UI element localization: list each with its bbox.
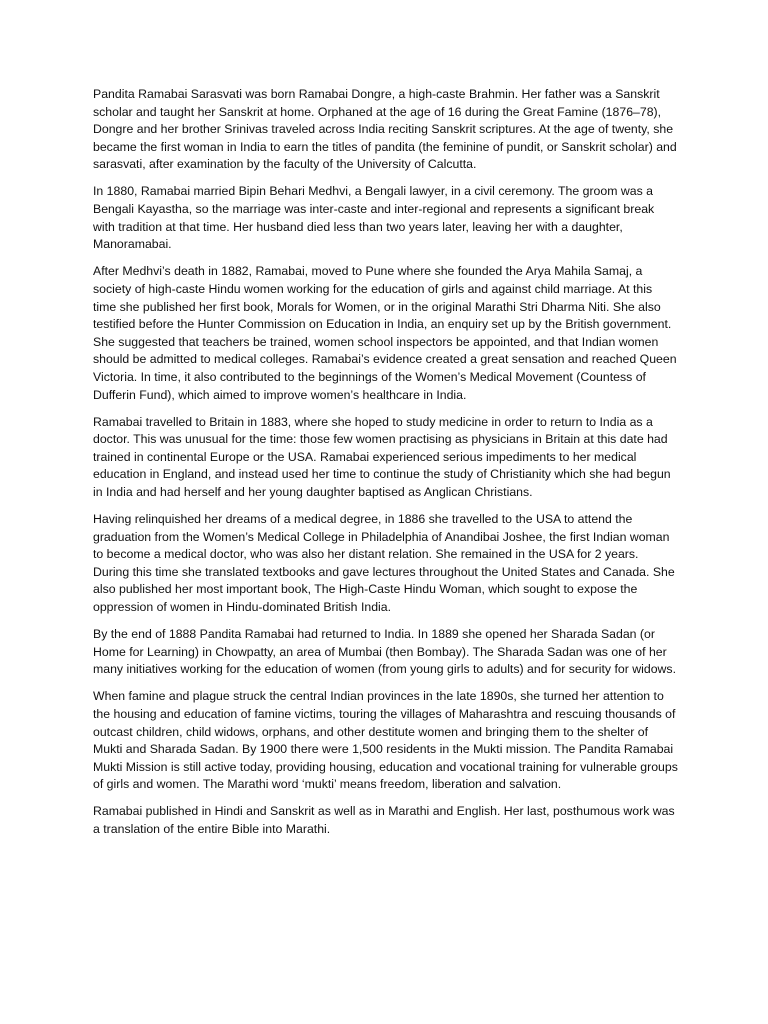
paragraph-marriage: In 1880, Ramabai married Bipin Behari Medhvi, a Bengali lawyer, in a civil ceremony. The groom was a Bengali Kayastha, so the marriage was inter-caste and inter-regional and represents a significant break with tradition at that time. Her husband died less than two years later, leaving her with a daughter, Manoramabai. [93,184,655,252]
paragraph-publications: Ramabai published in Hindi and Sanskrit as well as in Marathi and English. Her last, posthumous work was a translation of the entire Bible into Marathi. [93,804,675,837]
paragraph-britain: Ramabai travelled to Britain in 1883, where she hoped to study medicine in order to return to India as a doctor. This was unusual for the time: those few women practising as physicians in Britain at this date had trained in continental Europe or the USA. Ramabai experienced serious impediments to her medical education in England, and instead used her time to continue the study of Christianity which she had begun in India and had herself and her young daughter baptised as Anglican Christians. [93,414,671,499]
paragraph-birth-and-education: Pandita Ramabai Sarasvati was born Ramabai Dongre, a high-caste Brahmin. Her father was a Sanskrit scholar and taught her Sanskrit at home. Orphaned at the age of 16 during the Great Famine (1876–78), Dongre and her brother Srinivas traveled across India reciting Sanskrit scriptures. At the age of twenty, she became the first woman in India to earn the titles of pandita (the feminine of pundit, or Sanskrit scholar) and sarasvati, after examination by the faculty of the University of Calcutta. [93,87,677,172]
paragraph-sharada-sadan: By the end of 1888 Pandita Ramabai had returned to India. In 1889 she opened her Sharada Sadan (or Home for Learning) in Chowpatty, an area of Mumbai (then Bombay). The Sharada Sadan was one of her many initiatives working for the education of women (from young girls to adults) and for security for widows. [93,627,676,677]
paragraph-pune-arya-mahila-samaj: After Medhvi’s death in 1882, Ramabai, moved to Pune where she founded the Arya Mahila Samaj, a society of high-caste Hindu women working for the education of girls and against child marriage. At this time she published her first book, Morals for Women, or in the original Marathi Stri Dharma Niti. She also testified before the Hunter Commission on Education in India, an enquiry set up by the British government. She suggested that teachers be trained, women school inspectors be appointed, and that Indian women should be admitted to medical colleges. Ramabai’s evidence created a great sensation and reached Queen Victoria. In time, it also contributed to the beginnings of the Women’s Medical Movement (Countess of Dufferin Fund), which aimed to improve women’s healthcare in India. [93,264,677,402]
paragraph-famine-mukti-mission: When famine and plague struck the central Indian provinces in the late 1890s, she turned her attention to the housing and education of famine victims, touring the villages of Maharashtra and rescuing thousands of outcast children, child widows, orphans, and other destitute women and bringing them to the shelter of Mukti and Sharada Sadan. By 1900 there were 1,500 residents in the Mukti mission. The Pandita Ramabai Mukti Mission is still active today, providing housing, education and vocational training for vulnerable groups of girls and women. The Marathi word ‘mukti’ means freedom, liberation and salvation. [93,689,678,792]
document-page [93,86,678,848]
paragraph-usa: Having relinquished her dreams of a medical degree, in 1886 she travelled to the USA to attend the graduation from the Women’s Medical College in Philadelphia of Anandibai Joshee, the first Indian woman to become a medical doctor, who was also her distant relation. She remained in the USA for 2 years. During this time she translated textbooks and gave lectures throughout the United States and Canada. She also published her most important book, The High-Caste Hindu Woman, which sought to expose the oppression of women in Hindu-dominated British India. [93,512,675,615]
